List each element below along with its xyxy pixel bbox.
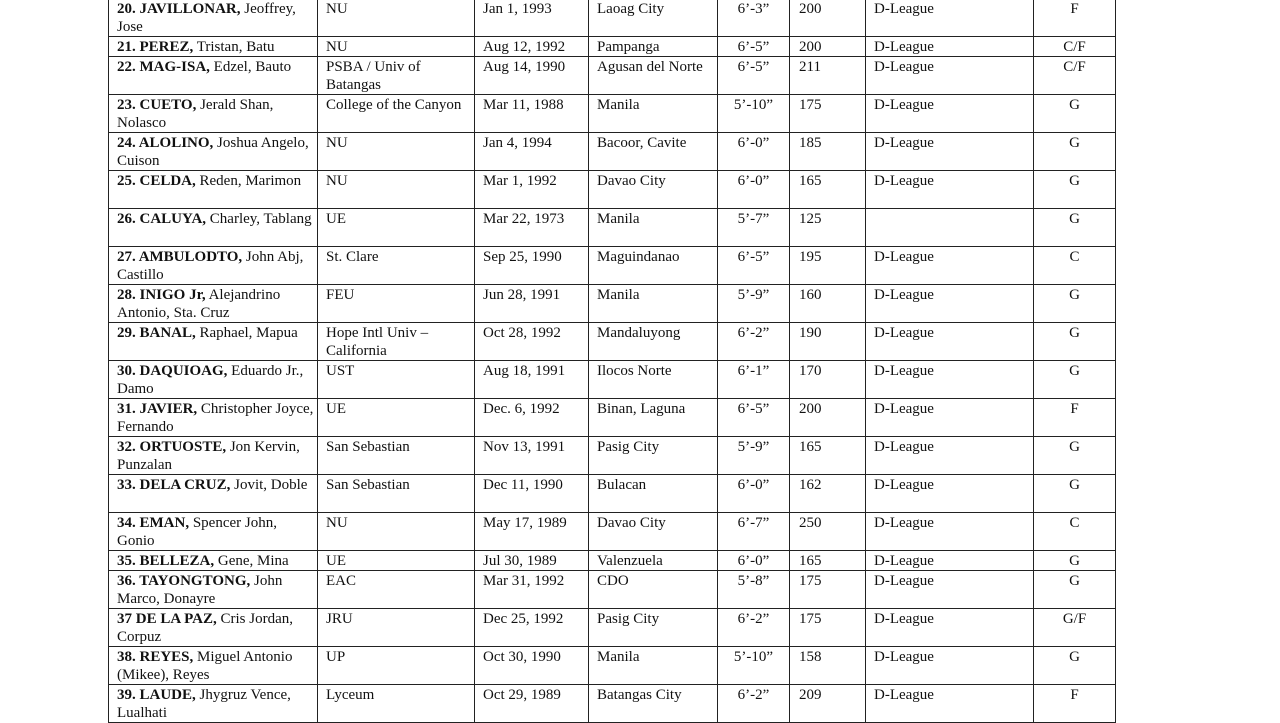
player-weight: 211	[790, 57, 866, 95]
player-number: 30.	[117, 363, 136, 379]
player-height: 5’-10”	[718, 95, 790, 133]
player-last-name: MAG-ISA,	[139, 59, 210, 75]
player-league: D-League	[866, 171, 1034, 209]
player-position: G	[1034, 361, 1116, 399]
table-row	[109, 609, 1116, 647]
player-roster-table	[108, 0, 1116, 723]
player-surname	[117, 39, 193, 55]
player-birthdate: Oct 30, 1990	[475, 647, 589, 685]
player-name-cell	[109, 133, 318, 171]
player-league: D-League	[866, 95, 1034, 133]
player-position: G	[1034, 95, 1116, 133]
player-hometown: Pasig City	[589, 609, 718, 647]
player-surname	[117, 287, 206, 303]
player-last-name: TAYONGTONG,	[139, 573, 251, 589]
player-hometown: Mandaluyong	[589, 323, 718, 361]
player-name-cell	[109, 323, 318, 361]
player-name-cell	[109, 513, 318, 551]
player-weight: 200	[790, 37, 866, 57]
player-last-name: BANAL,	[139, 325, 196, 341]
player-birthdate: Jul 30, 1989	[475, 551, 589, 571]
player-weight: 250	[790, 513, 866, 551]
player-birthdate: Dec 25, 1992	[475, 609, 589, 647]
player-birthdate: Dec 11, 1990	[475, 475, 589, 513]
player-school: San Sebastian	[318, 437, 475, 475]
player-school: UST	[318, 361, 475, 399]
player-league: D-League	[866, 647, 1034, 685]
player-birthdate: Oct 28, 1992	[475, 323, 589, 361]
player-height: 6’-0”	[718, 475, 790, 513]
player-given-names: Edzel, Bauto	[213, 59, 292, 75]
table-row	[109, 399, 1116, 437]
player-school: St. Clare	[318, 247, 475, 285]
player-birthdate: Aug 18, 1991	[475, 361, 589, 399]
player-name-cell	[109, 285, 318, 323]
player-name-cell	[109, 551, 318, 571]
player-number: 27.	[117, 249, 136, 265]
player-number: 37	[117, 611, 132, 627]
table-row	[109, 551, 1116, 571]
table-row	[109, 37, 1116, 57]
table-row	[109, 647, 1116, 685]
player-position: F	[1034, 0, 1116, 37]
player-hometown: Batangas City	[589, 685, 718, 723]
player-hometown: Ilocos Norte	[589, 361, 718, 399]
table-row	[109, 57, 1116, 95]
player-league: D-League	[866, 609, 1034, 647]
player-number: 35.	[117, 553, 136, 569]
player-number: 28.	[117, 287, 136, 303]
player-name-cell	[109, 571, 318, 609]
table-row	[109, 95, 1116, 133]
player-school: EAC	[318, 571, 475, 609]
player-height: 6’-0”	[718, 551, 790, 571]
player-weight: 160	[790, 285, 866, 323]
player-school: NU	[318, 171, 475, 209]
player-position: G	[1034, 133, 1116, 171]
player-given-names: Jovit, Doble	[234, 477, 308, 493]
player-hometown: Pampanga	[589, 37, 718, 57]
player-given-names: Eduardo Jr., Damo	[117, 363, 304, 397]
player-school: PSBA / Univ of Batangas	[318, 57, 475, 95]
table-row	[109, 171, 1116, 209]
player-number: 31.	[117, 401, 136, 417]
player-last-name: AMBULODTO,	[138, 249, 243, 265]
player-school: San Sebastian	[318, 475, 475, 513]
player-school: UE	[318, 551, 475, 571]
player-surname	[117, 135, 213, 151]
player-number: 20.	[117, 1, 136, 17]
player-number: 21.	[117, 39, 136, 55]
player-hometown: Davao City	[589, 171, 718, 209]
player-name-cell	[109, 399, 318, 437]
player-hometown: Binan, Laguna	[589, 399, 718, 437]
player-league: D-League	[866, 323, 1034, 361]
player-surname	[117, 97, 196, 113]
player-surname	[117, 439, 226, 455]
player-number: 34.	[117, 515, 136, 531]
player-hometown: Manila	[589, 95, 718, 133]
player-name-cell	[109, 361, 318, 399]
player-weight: 175	[790, 609, 866, 647]
player-surname	[117, 401, 197, 417]
player-league: D-League	[866, 285, 1034, 323]
player-weight: 195	[790, 247, 866, 285]
player-name-cell	[109, 647, 318, 685]
table-row	[109, 247, 1116, 285]
table-row	[109, 323, 1116, 361]
player-number: 29.	[117, 325, 136, 341]
player-weight: 158	[790, 647, 866, 685]
player-position: F	[1034, 685, 1116, 723]
player-name-cell	[109, 95, 318, 133]
player-birthdate: Mar 22, 1973	[475, 209, 589, 247]
player-last-name: BELLEZA,	[139, 553, 215, 569]
player-birthdate: Mar 31, 1992	[475, 571, 589, 609]
player-given-names: Alejandrino Antonio, Sta. Cruz	[117, 287, 281, 321]
player-name-cell	[109, 685, 318, 723]
table-row	[109, 437, 1116, 475]
player-height: 6’-3”	[718, 0, 790, 37]
player-given-names: Spencer John, Gonio	[117, 515, 277, 549]
player-league: D-League	[866, 57, 1034, 95]
player-weight: 190	[790, 323, 866, 361]
player-last-name: CUETO,	[139, 97, 197, 113]
player-last-name: JAVILLONAR,	[139, 1, 241, 17]
player-league: D-League	[866, 247, 1034, 285]
player-height: 6’-5”	[718, 37, 790, 57]
player-hometown: CDO	[589, 571, 718, 609]
player-last-name: EMAN,	[139, 515, 190, 531]
player-school: Lyceum	[318, 685, 475, 723]
player-weight: 165	[790, 171, 866, 209]
player-school: UP	[318, 647, 475, 685]
player-last-name: LAUDE,	[139, 687, 196, 703]
player-birthdate: Aug 12, 1992	[475, 37, 589, 57]
player-school: NU	[318, 513, 475, 551]
player-given-names: Joshua Angelo, Cuison	[117, 135, 309, 169]
player-height: 6’-5”	[718, 57, 790, 95]
player-position: G	[1034, 285, 1116, 323]
player-position: C	[1034, 247, 1116, 285]
player-position: G	[1034, 551, 1116, 571]
player-given-names: Charley, Tablang	[209, 211, 312, 227]
player-name-cell	[109, 475, 318, 513]
player-hometown: Agusan del Norte	[589, 57, 718, 95]
player-position: G	[1034, 571, 1116, 609]
player-school: UE	[318, 209, 475, 247]
player-name-cell	[109, 37, 318, 57]
player-weight: 125	[790, 209, 866, 247]
player-weight: 209	[790, 685, 866, 723]
player-birthdate: Jan 4, 1994	[475, 133, 589, 171]
player-given-names: Tristan, Batu	[196, 39, 275, 55]
roster-body	[109, 0, 1116, 723]
player-birthdate: Mar 1, 1992	[475, 171, 589, 209]
player-name-cell	[109, 57, 318, 95]
player-height: 6’-2”	[718, 685, 790, 723]
player-birthdate: Jan 1, 1993	[475, 0, 589, 37]
table-row	[109, 475, 1116, 513]
player-surname	[117, 1, 241, 17]
player-hometown: Bulacan	[589, 475, 718, 513]
player-hometown: Manila	[589, 647, 718, 685]
player-last-name: CELDA,	[139, 173, 196, 189]
player-hometown: Valenzuela	[589, 551, 718, 571]
player-last-name: JAVIER,	[139, 401, 198, 417]
player-weight: 175	[790, 571, 866, 609]
player-height: 5’-9”	[718, 285, 790, 323]
player-league: D-League	[866, 0, 1034, 37]
player-weight: 162	[790, 475, 866, 513]
player-hometown: Davao City	[589, 513, 718, 551]
player-given-names: John Marco, Donayre	[117, 573, 283, 607]
player-school: FEU	[318, 285, 475, 323]
player-number: 36.	[117, 573, 136, 589]
player-number: 33.	[117, 477, 136, 493]
player-surname	[117, 173, 196, 189]
player-name-cell	[109, 0, 318, 37]
player-last-name: ORTUOSTE,	[139, 439, 227, 455]
player-height: 6’-2”	[718, 323, 790, 361]
player-number: 24.	[117, 135, 136, 151]
table-row	[109, 513, 1116, 551]
player-surname	[117, 211, 206, 227]
player-position: G/F	[1034, 609, 1116, 647]
player-school: NU	[318, 133, 475, 171]
player-birthdate: Oct 29, 1989	[475, 685, 589, 723]
player-position: G	[1034, 323, 1116, 361]
player-birthdate: Nov 13, 1991	[475, 437, 589, 475]
player-position: C	[1034, 513, 1116, 551]
player-school: Hope Intl Univ – California	[318, 323, 475, 361]
player-league	[866, 209, 1034, 247]
player-given-names: Jerald Shan, Nolasco	[117, 97, 274, 131]
player-surname	[117, 687, 196, 703]
player-surname	[117, 325, 196, 341]
player-name-cell	[109, 247, 318, 285]
player-birthdate: Sep 25, 1990	[475, 247, 589, 285]
player-name-cell	[109, 171, 318, 209]
player-number: 23.	[117, 97, 136, 113]
player-weight: 170	[790, 361, 866, 399]
player-surname	[117, 649, 193, 665]
player-name-cell	[109, 609, 318, 647]
player-league: D-League	[866, 437, 1034, 475]
player-school: JRU	[318, 609, 475, 647]
player-surname	[117, 611, 217, 627]
player-birthdate: Aug 14, 1990	[475, 57, 589, 95]
player-height: 6’-0”	[718, 133, 790, 171]
player-given-names: Cris Jordan, Corpuz	[117, 611, 293, 645]
player-league: D-League	[866, 571, 1034, 609]
player-surname	[117, 477, 230, 493]
table-row	[109, 685, 1116, 723]
player-league: D-League	[866, 475, 1034, 513]
player-hometown: Manila	[589, 209, 718, 247]
player-number: 38.	[117, 649, 136, 665]
player-number: 39.	[117, 687, 136, 703]
player-weight: 165	[790, 551, 866, 571]
player-height: 6’-5”	[718, 399, 790, 437]
player-last-name: PEREZ,	[139, 39, 194, 55]
player-surname	[117, 59, 210, 75]
player-height: 6’-1”	[718, 361, 790, 399]
player-last-name: CALUYA,	[139, 211, 207, 227]
player-league: D-League	[866, 133, 1034, 171]
player-last-name: DELA CRUZ,	[139, 477, 231, 493]
player-surname	[117, 363, 227, 379]
player-surname	[117, 249, 242, 265]
player-height: 5’-10”	[718, 647, 790, 685]
player-given-names: Raphael, Mapua	[199, 325, 298, 341]
table-row	[109, 209, 1116, 247]
player-position: G	[1034, 475, 1116, 513]
player-number: 25.	[117, 173, 136, 189]
player-last-name: DE LA PAZ,	[135, 611, 217, 627]
player-position: G	[1034, 171, 1116, 209]
player-height: 5’-9”	[718, 437, 790, 475]
table-row	[109, 285, 1116, 323]
player-position: G	[1034, 437, 1116, 475]
player-height: 6’-2”	[718, 609, 790, 647]
player-birthdate: Mar 11, 1988	[475, 95, 589, 133]
player-position: C/F	[1034, 57, 1116, 95]
player-weight: 165	[790, 437, 866, 475]
player-position: G	[1034, 209, 1116, 247]
player-hometown: Pasig City	[589, 437, 718, 475]
player-birthdate: May 17, 1989	[475, 513, 589, 551]
player-school: UE	[318, 399, 475, 437]
player-last-name: DAQUIOAG,	[139, 363, 228, 379]
player-name-cell	[109, 437, 318, 475]
player-number: 26.	[117, 211, 136, 227]
player-given-names: Christopher Joyce, Fernando	[117, 401, 314, 435]
player-hometown: Bacoor, Cavite	[589, 133, 718, 171]
player-position: C/F	[1034, 37, 1116, 57]
player-name-cell	[109, 209, 318, 247]
player-weight: 200	[790, 0, 866, 37]
player-position: G	[1034, 647, 1116, 685]
table-row	[109, 133, 1116, 171]
player-last-name: INIGO Jr,	[139, 287, 206, 303]
player-height: 5’-8”	[718, 571, 790, 609]
player-given-names: Reden, Marimon	[199, 173, 302, 189]
player-surname	[117, 553, 214, 569]
player-given-names: John Abj, Castillo	[117, 249, 304, 283]
player-given-names: Jon Kervin, Punzalan	[117, 439, 300, 473]
player-league: D-League	[866, 551, 1034, 571]
player-hometown: Laoag City	[589, 0, 718, 37]
table-row	[109, 571, 1116, 609]
player-given-names: Gene, Mina	[217, 553, 289, 569]
player-given-names: Jhygruz Vence, Lualhati	[117, 687, 291, 721]
player-position: F	[1034, 399, 1116, 437]
player-height: 6’-5”	[718, 247, 790, 285]
player-weight: 175	[790, 95, 866, 133]
player-school: NU	[318, 37, 475, 57]
player-height: 5’-7”	[718, 209, 790, 247]
table-row	[109, 361, 1116, 399]
player-school: NU	[318, 0, 475, 37]
player-birthdate: Jun 28, 1991	[475, 285, 589, 323]
player-given-names: Jeoffrey, Jose	[117, 1, 296, 35]
player-league: D-League	[866, 361, 1034, 399]
player-hometown: Maguindanao	[589, 247, 718, 285]
player-hometown: Manila	[589, 285, 718, 323]
player-weight: 200	[790, 399, 866, 437]
player-league: D-League	[866, 37, 1034, 57]
player-school: College of the Canyon	[318, 95, 475, 133]
player-league: D-League	[866, 399, 1034, 437]
player-last-name: ALOLINO,	[138, 135, 214, 151]
table-row	[109, 0, 1116, 37]
player-height: 6’-7”	[718, 513, 790, 551]
player-last-name: REYES,	[139, 649, 194, 665]
player-surname	[117, 515, 189, 531]
player-number: 32.	[117, 439, 136, 455]
player-league: D-League	[866, 685, 1034, 723]
player-height: 6’-0”	[718, 171, 790, 209]
player-birthdate: Dec. 6, 1992	[475, 399, 589, 437]
player-number: 22.	[117, 59, 136, 75]
player-league: D-League	[866, 513, 1034, 551]
player-surname	[117, 573, 250, 589]
player-weight: 185	[790, 133, 866, 171]
player-given-names: Miguel Antonio (Mikee), Reyes	[117, 649, 293, 683]
